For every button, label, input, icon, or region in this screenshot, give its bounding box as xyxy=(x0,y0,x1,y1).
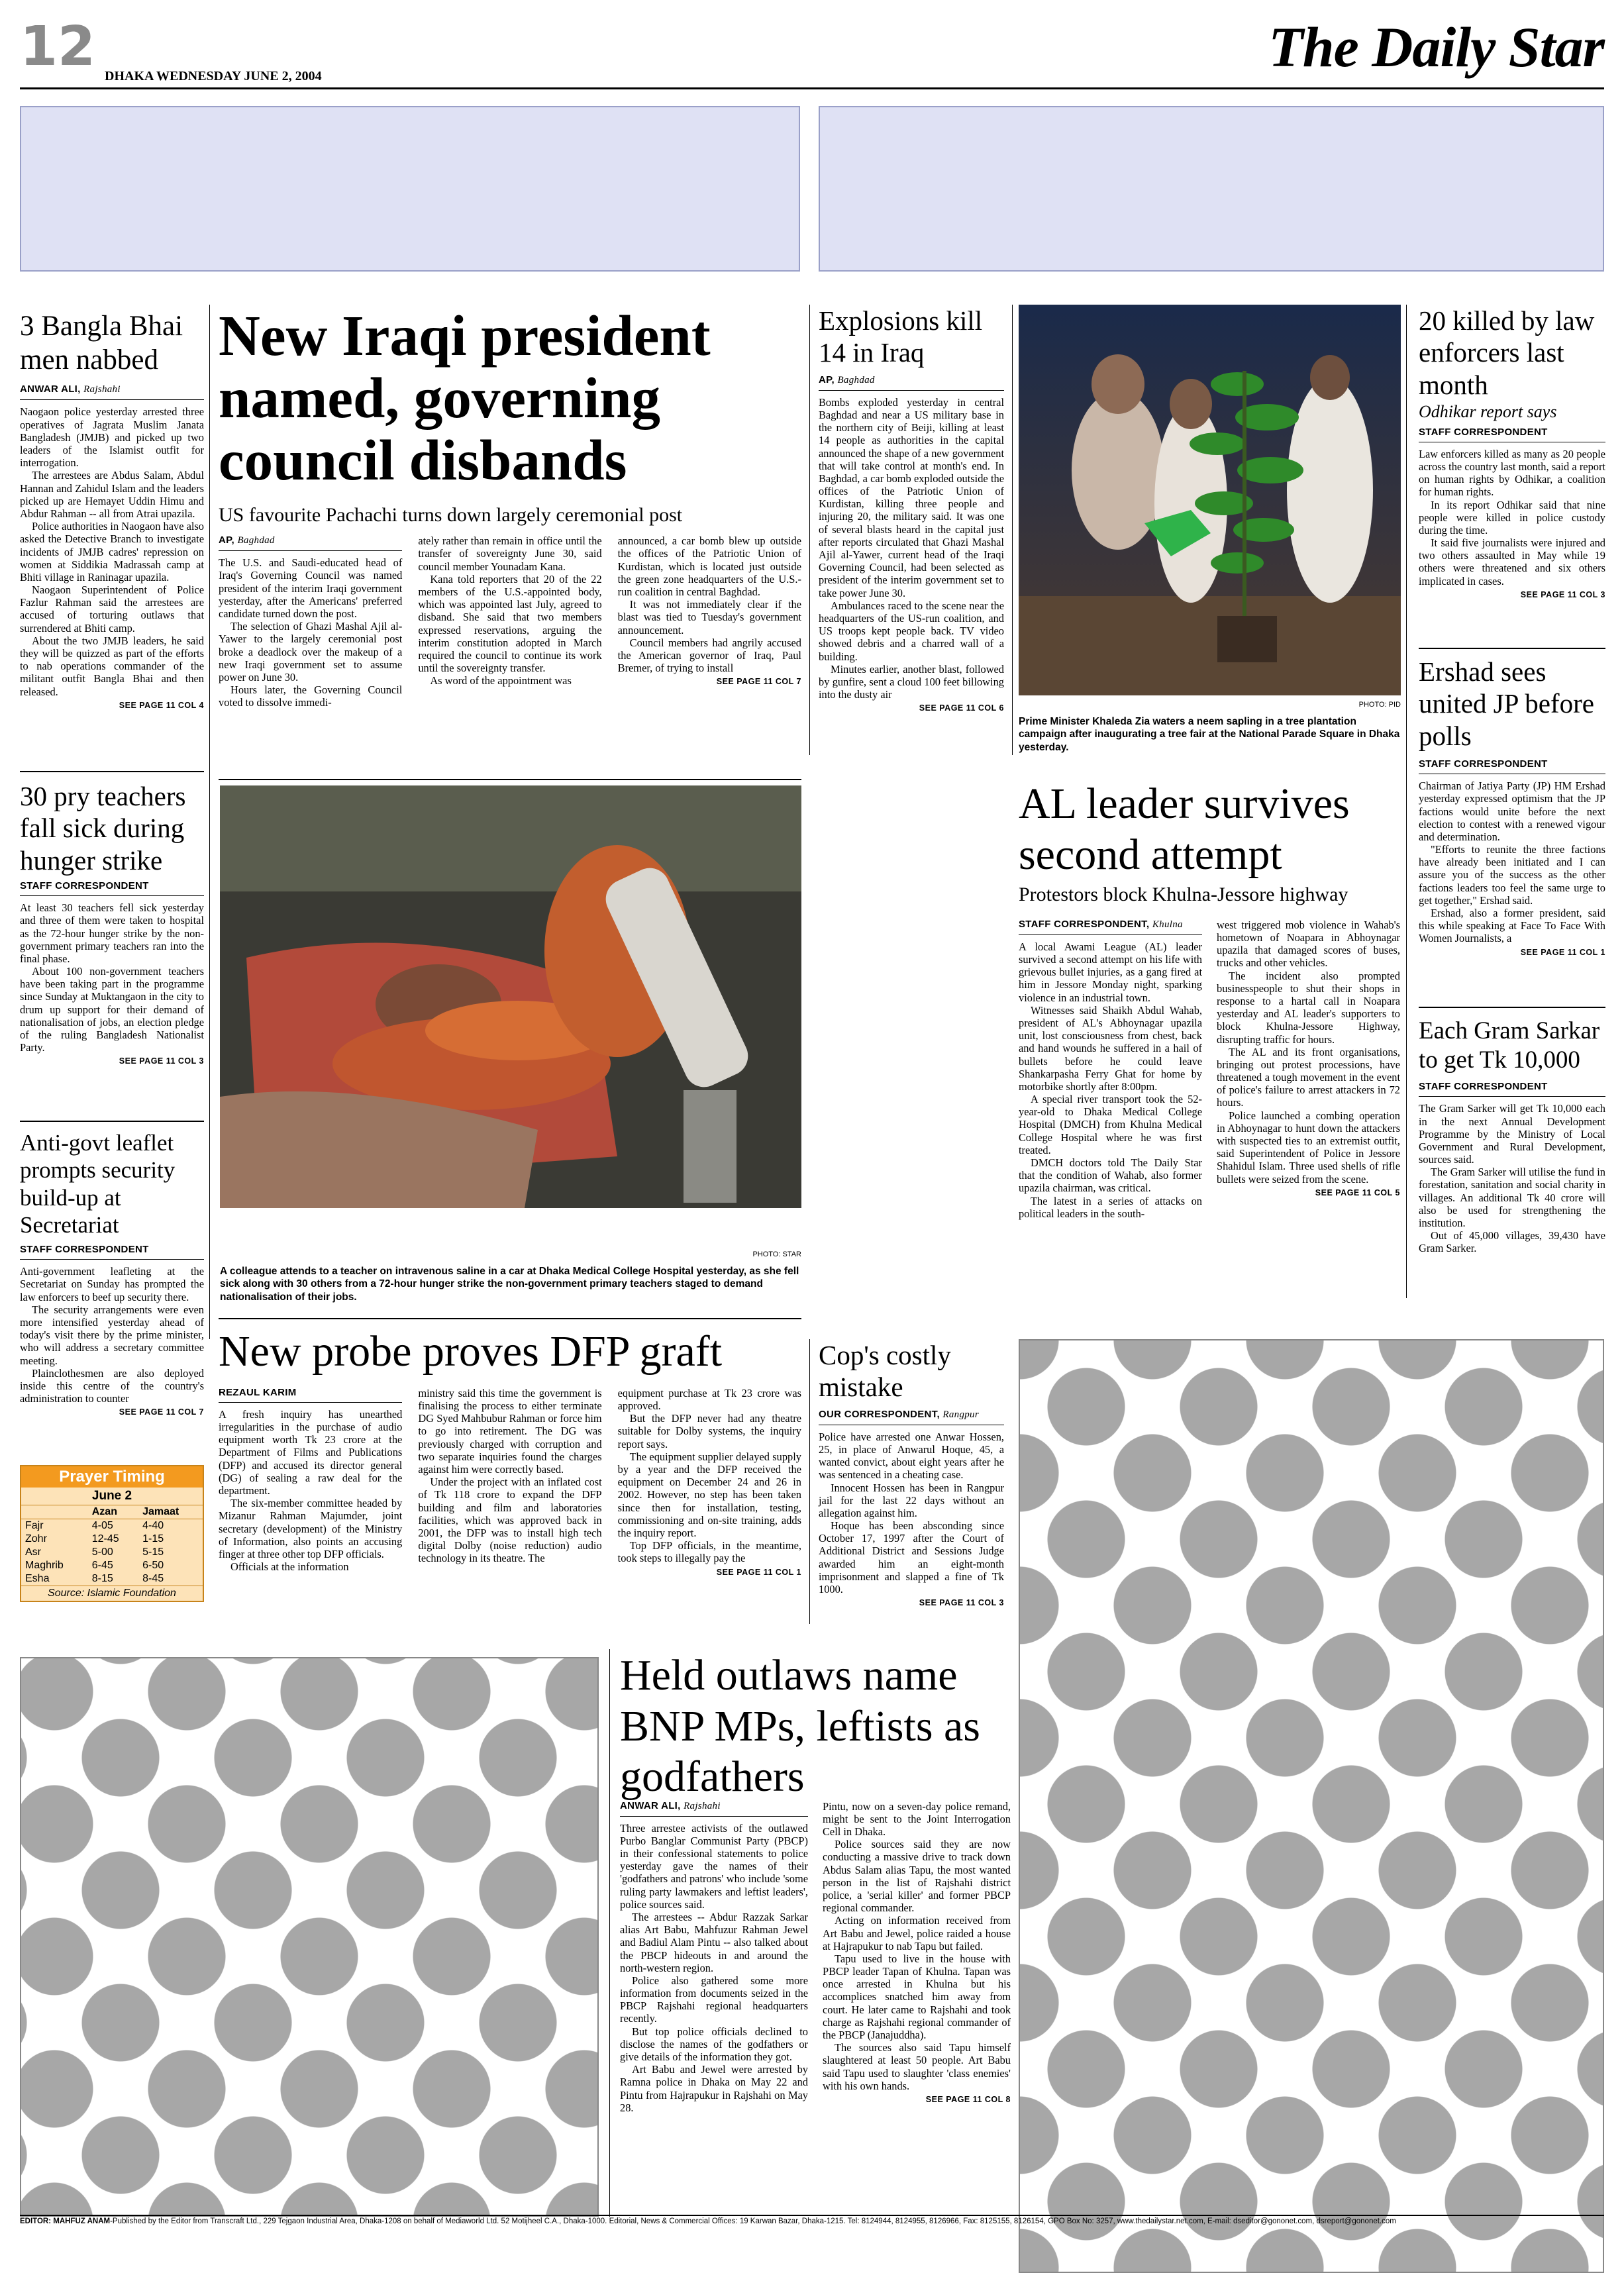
jump-link[interactable]: SEE PAGE 11 COL 3 xyxy=(1520,589,1605,599)
photo-credit: PHOTO: PID xyxy=(1358,701,1401,709)
headline: Cop's costly mistake xyxy=(819,1340,951,1403)
jump-link[interactable]: SEE PAGE 11 COL 1 xyxy=(1520,947,1605,957)
table-row: Asr 5-00 5-15 xyxy=(25,1546,164,1558)
byline: AP, Baghdad xyxy=(219,534,275,546)
prayer-source: Source: Islamic Foundation xyxy=(21,1586,203,1601)
footer-imprint: EDITOR: MAHFUZ ANAM-Published by the Editor from Transcraft Ltd., 229 Tejgaon Industrial Area, Dhaka-1208 on behalf of Mediaworld Ltd. 52 Motijheel C.A., Dhaka-1000. Editorial, News & Commercial Offices: 19 Karwan Bazar, Dhaka-1215. Tel: 8124944, 8124955, 8126966, Fax: 8125155, 8126154, GPO Box No: 3257, www.thedailystar.net.com, E-mail: dseditor@gononet.com, dsreport@gononet.com xyxy=(20,2217,1396,2225)
footer-rule xyxy=(20,2215,1604,2216)
headline: New Iraqi president named, governing council disbands xyxy=(219,303,711,492)
article-gram-sarkar: Each Gram Sarkar to get Tk 10,000 STAFF CORRESPONDENT The Gram Sarker will get Tk 10,000 each in the next Annual Development Programme by the Ministry of Local Government and Rural Development, sources said. The Gram Sarker will utilise the fund in forestation, sanitation and social charity in villages. An additional Tk 40 crore will also be used for strengthening the institution. Out of 45,000 villages, 39,430 have Gram Sarker. xyxy=(1419,1017,1605,1255)
headline: AL leader survives second attempt xyxy=(1019,780,1350,880)
dateline: DHAKA WEDNESDAY JUNE 2, 2004 xyxy=(105,69,322,83)
article-teachers: 30 pry teachers fall sick during hunger strike STAFF CORRESPONDENT At least 30 teachers fell sick yesterday and three of them were taken to hospital as the 72-hour hunger strike by the non-government primary teachers ran into the final phase. About 100 non-government teachers have been taking part in the programme since Sunday at Muktangaon in the city to drum up support for their demand of nationalisation of jobs, an election pledge of the ruling Bangladesh Nationalist Party. SEE PAGE 11 COL 3 xyxy=(20,781,204,1066)
hunger-strike-image xyxy=(220,785,801,1208)
headline: Explosions kill 14 in Iraq xyxy=(819,305,983,368)
article-iraq: New Iraqi president named, governing council disbands US favourite Pachachi turns down largely ceremonial post AP, Baghdad The U.S. and Saudi-educated head of Iraq's Governing Council was named president of the interim Iraqi government yesterday, after the Americans' preferred candidate turned down the post. The selection of Ghazi Mashal Ajil al-Yawer to the largely ceremonial post broke a deadlock over the makeup of a new Iraqi government set to assume power on June 30. Hours later, the Governing Council voted to dissolve immedi- ately rather than remain in office until the transfer of sovereignty June 30, said council member Younadam Kana. Kana told reporters that 20 of the 22 members of the U.S.-appointed body, which was appointed last July, agreed to disband. She said that two members expressed reservations, arguing the interim constitution adopted in March required the council to continue its work until the sovereignty transfer. As word of the appointment was announced, a car bomb blew up outside the offices of the Patriotic Union of Kurdistan, which is located just outside the green zone headquarters of the U.S.-run coalition in central Baghdad. It was not immediately clear if the blast was tied to Tuesday's government announcement. Council members had angrily accused the American governor of Iraq, Paul Bremer, of trying to install SEE PAGE 11 COL 7 xyxy=(219,303,801,709)
photo-tree-plantation xyxy=(1019,305,1401,695)
byline: STAFF CORRESPONDENT xyxy=(1419,426,1548,438)
article-cop: Cop's costly mistake OUR CORRESPONDENT, Rangpur Police have arrested one Anwar Hossen, 25, in place of Anwarul Hoque, 45, a wanted convict, about eight years after he was sentenced in a cheating case. Innocent Hossen has been in Rangpur jail for the last 22 days without an allegation against him. Hoque has been absconding since October 17, 1997 after the Court of Additional District and Sessions Judge awarded him an eight-month imprisonment and slapped a fine of Tk 1000. SEE PAGE 11 COL 3 xyxy=(819,1340,1004,1608)
jump-link[interactable]: SEE PAGE 11 COL 7 xyxy=(119,1407,204,1417)
jump-link[interactable]: SEE PAGE 11 COL 1 xyxy=(716,1567,801,1577)
body-text: Naogaon police yesterday arrested three operatives of Jagrata Muslim Janata Bangladesh (JMJB) and picked up two leaders of the Islamist outfit for interrogation. The arrestees are Abdus Salam, Abdul Hannan and Zahidul Islam and the leaders picked up are Hemayet Uddin Himu and Abdur Rahman -- all from Atrai upazila. Police authorities in Naogaon have also asked the Detective Branch to investigate incidents of JMJB cadres' repression on women at Siddikia Madrassah camp at Bhiti village in Raninagar upazila. Naogaon Superintendent of Police Fazlur Rahman said the arrestees are accused of torturing outlaws that surrendered at Bhiti camp. About the two JMJB leaders, he said they will be quizzed as part of the efforts to nab operations commander of the militant outfit Bangla Bhai and then released. xyxy=(20,405,204,698)
jump-link[interactable]: SEE PAGE 11 COL 6 xyxy=(919,703,1004,713)
headline: Anti-govt leaflet prompts security build-up at Secretariat xyxy=(20,1130,176,1238)
table-row: Zohr 12-45 1-15 xyxy=(25,1533,164,1544)
table-row: Maghrib 6-45 6-50 xyxy=(25,1560,164,1571)
headline: New probe proves DFP graft xyxy=(219,1327,723,1376)
subhead: Odhikar report says xyxy=(1419,402,1557,422)
photo-credit: PHOTO: STAR xyxy=(752,1250,801,1258)
byline: STAFF CORRESPONDENT xyxy=(20,1244,149,1256)
headline: Ershad sees united JP before polls xyxy=(1419,656,1594,751)
article-bangla-bhai xyxy=(20,310,204,710)
table-row: Fajr 4-05 4-40 xyxy=(25,1520,164,1531)
prayer-timing-box xyxy=(20,1465,204,1602)
jump-link[interactable]: SEE PAGE 11 COL 7 xyxy=(716,677,801,687)
article-explosions: Explosions kill 14 in Iraq AP, Baghdad Bombs exploded yesterday in central Baghdad and near a US military base in the northern city of Beiji, killing at least 14 people as authorities in the capital announced the shape of a new government that will take control at month's end. In Baghdad, a car bomb exploded outside the offices of the Patriotic Union of Kurdistan, killing three people and injuring 20, the military said. It was one of several blasts heard in the capital just after reports circulated that Ghazi Mashal Ajil al-Yawer, current head of the Iraqi Governing Council, had been selected as president of the interim government set to take power June 30. Ambulances raced to the scene near the headquarters of the US-run coalition, and US troops kept people back. TV video showed debris and a charred wall of a building. Minutes earlier, another blast, followed by gunfire, sent a cloud 100 feet billowing into the dusty air SEE PAGE 11 COL 6 xyxy=(819,305,1004,713)
headline: 20 killed by law enforcers last month xyxy=(1419,305,1595,400)
byline: STAFF CORRESPONDENT xyxy=(20,880,149,892)
subhead: US favourite Pachachi turns down largely ceremonial post xyxy=(219,503,683,526)
byline: ANWAR ALI, Rajshahi xyxy=(20,383,121,395)
tree-plantation-image xyxy=(1019,305,1401,695)
byline: REZAUL KARIM xyxy=(219,1386,297,1398)
prayer-date: June 2 xyxy=(21,1488,203,1505)
byline: STAFF CORRESPONDENT xyxy=(1419,1081,1548,1093)
page-number: 12 xyxy=(20,15,96,78)
byline: AP, Baghdad xyxy=(819,374,875,385)
article-outlaws: Held outlaws name BNP MPs, leftists as godfathers ANWAR ALI, Rajshahi Three arrestee activists of the outlawed Purbo Banglar Communist Party (PBCP) in their confessional statements to police yesterday gave the names of their 'godfathers and patrons' who include 'some ruling party lawmakers and leftist leaders', police sources said. The arrestees -- Abdur Razzak Sarkar alias Art Babu, Mahfuzur Rahman Jewel and Badiul Alam Pintu -- also talked about the PBCP hideouts in and around the north-western region. Police also gathered some more information from documents seized in the PBCP Rajshahi regional headquarters recently. But top police officials declined to disclose the names of the godfathers or give details of the information they got. Art Babu and Jewel were arrested by Ramna police in Dhaka on May 22 and Pintu from Hajrapukur in Rajshahi on May 28. Pintu, now on a seven-day police remand, might be sent to the Joint Interrogation Cell in Dhaka. Police sources said they are now conducting a massive drive to track down Abdus Salam alias Tapu, the most wanted person in the list of Rajshahi district police, a 'serial killer' and former PBCP regional commander. Acting on information received from Art Babu and Jewel, police raided a house at Hajrapukur to nab Tapu but failed. Tapu used to live in the house with PBCP leader Tapan of Khulna. Tapan was once arrested in Khulna but his accomplices snatched him away from court. He later came to Rajshahi and took charge as Rajshahi regional commander of the PBCP (Janajuddha). The sources also said Tapu himself slaughtered at least 50 people. Art Babu said Tapu used to slaughter 'class enemies' with his own hands. SEE PAGE 11 COL 8 xyxy=(620,1651,1011,2114)
headline: 30 pry teachers fall sick during hunger strike xyxy=(20,781,186,876)
byline: STAFF CORRESPONDENT, Khulna xyxy=(1019,918,1183,930)
photo-caption: Prime Minister Khaleda Zia waters a neem sapling in a tree plantation campaign after inaugurating a tree fair at the National Parade Square in Dhaka yesterday. xyxy=(1019,716,1400,753)
jump-link[interactable]: SEE PAGE 11 COL 3 xyxy=(119,1056,204,1066)
masthead-rule xyxy=(20,87,1604,89)
jump-link[interactable]: SEE PAGE 11 COL 5 xyxy=(1315,1187,1400,1197)
paper-logo: The Daily Star xyxy=(1268,15,1604,79)
article-dfp: New probe proves DFP graft REZAUL KARIM A fresh inquiry has unearthed irregularities in the purchase of audio equipment worth Tk 23 crore at the Department of Films and Publications (DFP) and accused its director general (DG) of sealing a raw deal for the department. The six-member committee headed by Mizanur Rahman Majumder, joint secretary (development) of the Ministry of Information, also points an accusing finger at three other top DFP officials. Officials at the information ministry said this time the government is finalising the process to either terminate DG Syed Mahbubur Rahman or force him to go into retirement. The DG was previously charged with corruption and two separate inquiries found the charges against him were correctly based. Under the project with an inflated cost of Tk 118 crore to expand the DFP building and film and laboratories facilities, which was approved back in 2001, the DFP was to install high tech digital Dolby (noise reduction) audio technology in its theatre. The equipment purchase at Tk 23 crore was approved. But the DFP never had any theatre suitable for Dolby systems, the inquiry report says. The equipment supplier delayed supply by a year and the DFP received the equipment on December 24 and 26 in 2002. However, no step has been taken since then for installation, testing, commissioning and on-site training, adds the inquiry report. Top DFP officials, in the meantime, took steps to illegally pay the SEE PAGE 11 COL 1 xyxy=(219,1327,801,1577)
byline: ANWAR ALI, Rajshahi xyxy=(620,1799,721,1811)
headline: Each Gram Sarkar to get Tk 10,000 xyxy=(1419,1017,1600,1074)
article-al-leader: AL leader survives second attempt Protestors block Khulna-Jessore highway STAFF CORRESPONDENT, Khulna A local Awami League (AL) leader survived a second attempt on his life with grievous bullet injuries, as a gang fired at him in Jessore Monday night, sparking violence in an industrial town. Witnesses said Shaikh Abdul Wahab, president of AL's Abhoynagar upazila unit, lost consciousness from chest, back and hand wounds he suffered in a hail of bullets before he could leave Shankarpasha Ferry Ghat for home by motorbike shortly after 8:00pm. A special river transport took the 52-year-old to Dhaka Medical College Hospital (DMCH) from Khulna Medical College Hospital where he was first treated. DMCH doctors told The Daily Star that the condition of Wahab, also former upazila chairman, was critical. The latest in a series of attacks on political leaders in the south- west triggered mob violence in Wahab's hometown of Noapara in Abhoynagar upazila that damaged scores of buses, trucks and other vehicles. The incident also prompted businesspeople to shut their shops in response to a hartal call in Noapara yesterday and AL leader's supporters to block Khulna-Jessore Highway, disrupting traffic for hours. The AL and its front organisations, bringing out protest processions, have threatened a tough movement in the event of police's failure to arrest attackers in 72 hours. Police launched a combing operation in Abhoynagar to hunt down the attackers with suspected ties to an extremist outfit, said Superintendent of Police in Jessore Shahidul Islam. Three used shells of rifle bullets were seized from the scene. SEE PAGE 11 COL 5 xyxy=(1019,780,1400,1220)
prayer-table: Azan Jamaat Fajr 4-05 4-40 Zohr 12-45 1-15 Asr 5-00 5-15 Maghrib 6-45 6-50 Esha 8-15 8-45 xyxy=(21,1505,203,1586)
byline: STAFF CORRESPONDENT xyxy=(1419,758,1548,770)
ad-space-right xyxy=(819,106,1604,272)
jump-link[interactable]: SEE PAGE 11 COL 4 xyxy=(119,700,204,710)
ad-space-dotted-left xyxy=(20,1657,599,2217)
headline: 3 Bangla Bhai men nabbed xyxy=(20,311,183,376)
ad-space-left xyxy=(20,106,800,272)
article-leaflet: Anti-govt leaflet prompts security build-up at Secretariat STAFF CORRESPONDENT Anti-government leafleting at the Secretariat on Sunday has prompted the law enforcers to beef up security there. The security arrangements were even more intensified yesterday ahead of today's visit there by the prime minister, who will address a secretary committee meeting. Plainclothesmen are also deployed inside this centre of the country's administration to counter SEE PAGE 11 COL 7 xyxy=(20,1130,204,1417)
photo-caption: A colleague attends to a teacher on intravenous saline in a car at Dhaka Medical College Hospital yesterday, as she fell sick along with 30 others from a 72-hour hunger strike the non-government primary teachers staged to demand nationalisation of their jobs. xyxy=(220,1266,799,1303)
subhead: Protestors block Khulna-Jessore highway xyxy=(1019,884,1348,906)
photo-hunger-strike xyxy=(220,785,801,1208)
ad-space-dotted-right xyxy=(1019,1339,1604,2273)
jump-link[interactable]: SEE PAGE 11 COL 3 xyxy=(919,1598,1004,1608)
byline: OUR CORRESPONDENT, Rangpur xyxy=(819,1408,979,1420)
article-law-enforcers: 20 killed by law enforcers last month Odhikar report says STAFF CORRESPONDENT Law enforcers killed as many as 20 people across the country last month, said a report on human rights by Odhikar, a coalition for human rights. In its report Odhikar said that nine people were killed in police custody during the time. It said five journalists were injured and two others assaulted in May while 19 others were threatened and six others implicated in cases. SEE PAGE 11 COL 3 xyxy=(1419,305,1605,599)
prayer-title: Prayer Timing xyxy=(21,1466,203,1488)
jump-link[interactable]: SEE PAGE 11 COL 8 xyxy=(925,2094,1011,2104)
headline: Held outlaws name BNP MPs, leftists as godfathers xyxy=(620,1651,980,1801)
article-ershad: Ershad sees united JP before polls STAFF CORRESPONDENT Chairman of Jatiya Party (JP) HM Ershad yesterday expressed optimism that the JP factions would unite before the next election to contest with a renewed vigour and determination. "Efforts to reunite the three factions have already been initiated and I can assure you of the success as the other factions leaders too feel the same urge to get together," Ershad said. Ershad, also a former president, said this while speaking at Face To Face With Women Journalists, a SEE PAGE 11 COL 1 xyxy=(1419,656,1605,957)
table-row: Esha 8-15 8-45 xyxy=(25,1573,164,1584)
